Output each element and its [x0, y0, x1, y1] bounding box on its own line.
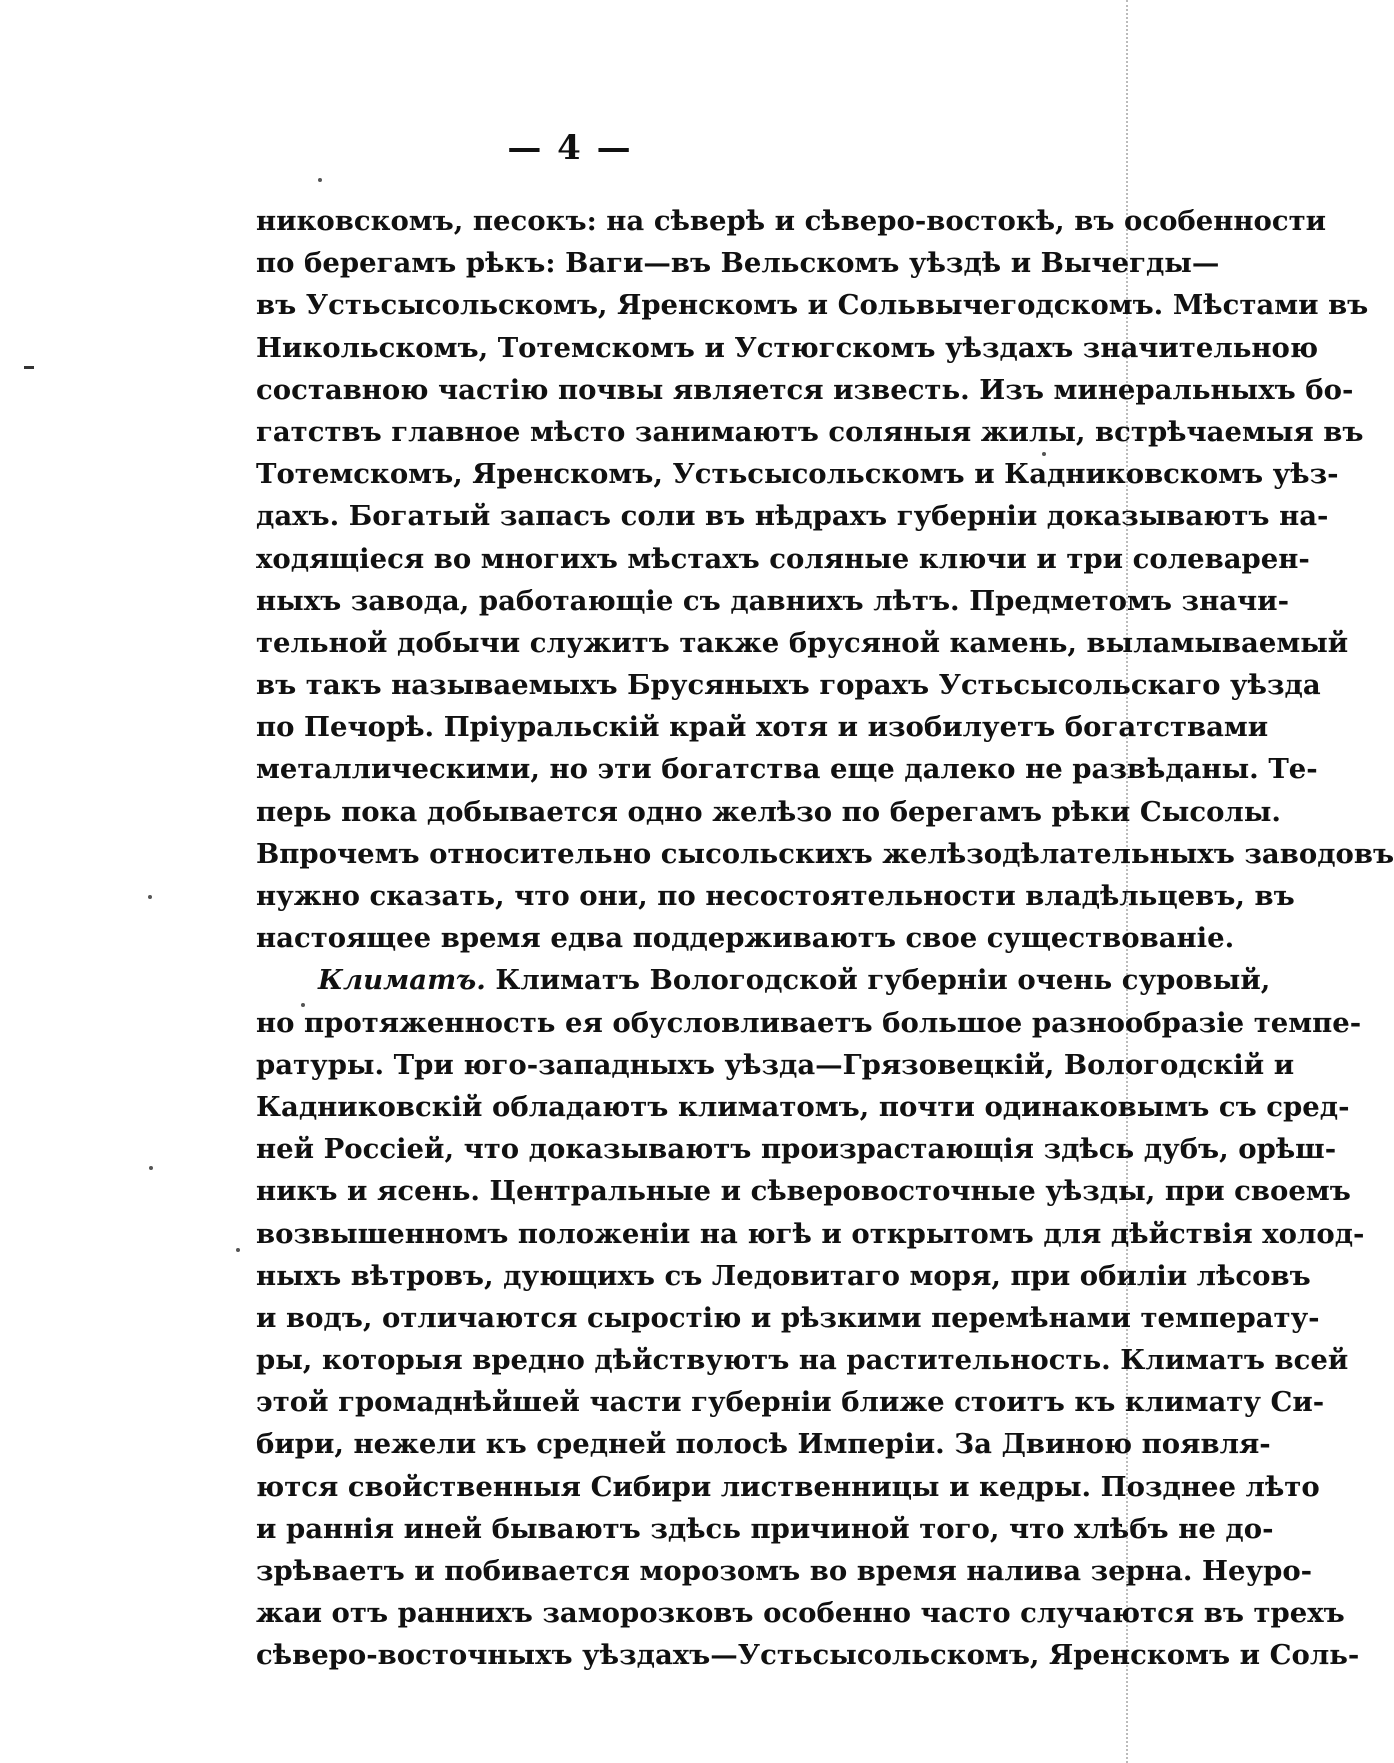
scan-speck	[149, 1166, 153, 1170]
text-line: настоящее время едва поддерживаютъ свое существованіе.	[256, 922, 1235, 955]
text-line: Климатъ Вологодской губерніи очень суровый,	[495, 964, 1271, 997]
text-line: составною частію почвы является известь. Изъ минеральныхъ бо-	[256, 373, 1354, 406]
text-line: и раннія иней бываютъ здѣсь причиной того, что хлѣбъ не до-	[256, 1512, 1274, 1545]
text-line: ются свойственныя Сибири лиственницы и кедры. Позднее лѣто	[256, 1470, 1320, 1503]
text-line: Впрочемъ относительно сысольскихъ желѣзодѣлательныхъ заводовъ	[256, 837, 1394, 870]
text-line: никовскомъ, песокъ: на сѣверѣ и сѣверо-востокѣ, въ особенности	[256, 205, 1327, 237]
text-line: по Печорѣ. Пріуральскій край хотя и изобилуетъ богатствами	[256, 711, 1269, 744]
text-line: никъ и ясень. Центральные и сѣверовосточные уѣзды, при своемъ	[256, 1175, 1351, 1208]
climate-paragraph-start	[256, 959, 1271, 1001]
text-line: Кадниковскій обладаютъ климатомъ, почти одинаковымъ съ сред-	[256, 1090, 1350, 1123]
text-line: этой громаднѣйшей части губерніи ближе стоитъ къ климату Си-	[256, 1386, 1325, 1419]
climate-heading: Климатъ.	[318, 964, 486, 997]
text-line: бири, нежели къ средней полосѣ Имперіи. За Двиною появля-	[256, 1428, 1271, 1461]
text-line: ныхъ завода, работающіе съ давнихъ лѣтъ. Предметомъ значи-	[256, 584, 1289, 617]
text-line: гатствъ главное мѣсто занимаютъ соляныя жилы, встрѣчаемыя въ	[256, 415, 1364, 448]
text-line: жаи отъ раннихъ заморозковъ особенно часто случаются въ трехъ	[256, 1597, 1345, 1630]
margin-mark	[24, 366, 34, 369]
scan-speck	[318, 178, 322, 182]
text-line: нужно сказать, что они, по несостоятельности владѣльцевъ, въ	[256, 880, 1295, 912]
text-line: перь пока добывается одно желѣзо по берегамъ рѣки Сысолы.	[256, 795, 1281, 828]
text-line: тельной добычи служитъ также брусяной камень, выламываемый	[256, 626, 1349, 659]
text-line: въ Устьсысольскомъ, Яренскомъ и Сольвычегодскомъ. Мѣстами въ	[256, 289, 1369, 322]
text-line: но протяженность ея обусловливаетъ большое разнообразіе темпе-	[256, 1006, 1362, 1039]
text-line: металлическими, но эти богатства еще далеко не развѣданы. Те-	[256, 753, 1318, 786]
text-line: ратуры. Три юго-западныхъ уѣзда—Грязовецкій, Вологодскій и	[256, 1048, 1295, 1081]
text-line: и водъ, отличаются сыростію и рѣзкими перемѣнами температу-	[256, 1301, 1320, 1334]
text-line: Никольскомъ, Тотемскомъ и Устюгскомъ уѣздахъ значительною	[256, 331, 1319, 364]
scan-speck	[148, 895, 152, 899]
text-line: по берегамъ рѣкъ: Ваги—въ Вельскомъ уѣздѣ и Вычегды—	[256, 247, 1220, 280]
text-line: сѣверо-восточныхъ уѣздахъ—Устьсысольскомъ, Яренскомъ и Соль-	[256, 1639, 1360, 1672]
text-line: зрѣваетъ и побивается морозомъ во время налива зерна. Неуро-	[256, 1555, 1313, 1587]
page-number: — 4 —	[507, 128, 633, 168]
body-text	[256, 200, 1394, 1677]
text-line: ры, которыя вредно дѣйствуютъ на растительность. Климатъ всей	[256, 1344, 1349, 1377]
text-line: возвышенномъ положеніи на югѣ и открытомъ для дѣйствія холод-	[256, 1217, 1365, 1250]
text-line: ней Россіей, что доказываютъ произрастающія здѣсь дубъ, орѣш-	[256, 1133, 1337, 1166]
text-line: Тотемскомъ, Яренскомъ, Устьсысольскомъ и Кадниковскомъ уѣз-	[256, 458, 1339, 491]
text-line: ходящіеся во многихъ мѣстахъ соляные ключи и три солеварен-	[256, 542, 1310, 575]
text-line: дахъ. Богатый запасъ соли въ нѣдрахъ губерніи доказываютъ на-	[256, 500, 1329, 533]
scan-speck	[236, 1248, 240, 1252]
text-line: въ такъ называемыхъ Брусяныхъ горахъ Устьсысольскаго уѣзда	[256, 669, 1321, 702]
text-line: ныхъ вѣтровъ, дующихъ съ Ледовитаго моря, при обиліи лѣсовъ	[256, 1259, 1311, 1292]
